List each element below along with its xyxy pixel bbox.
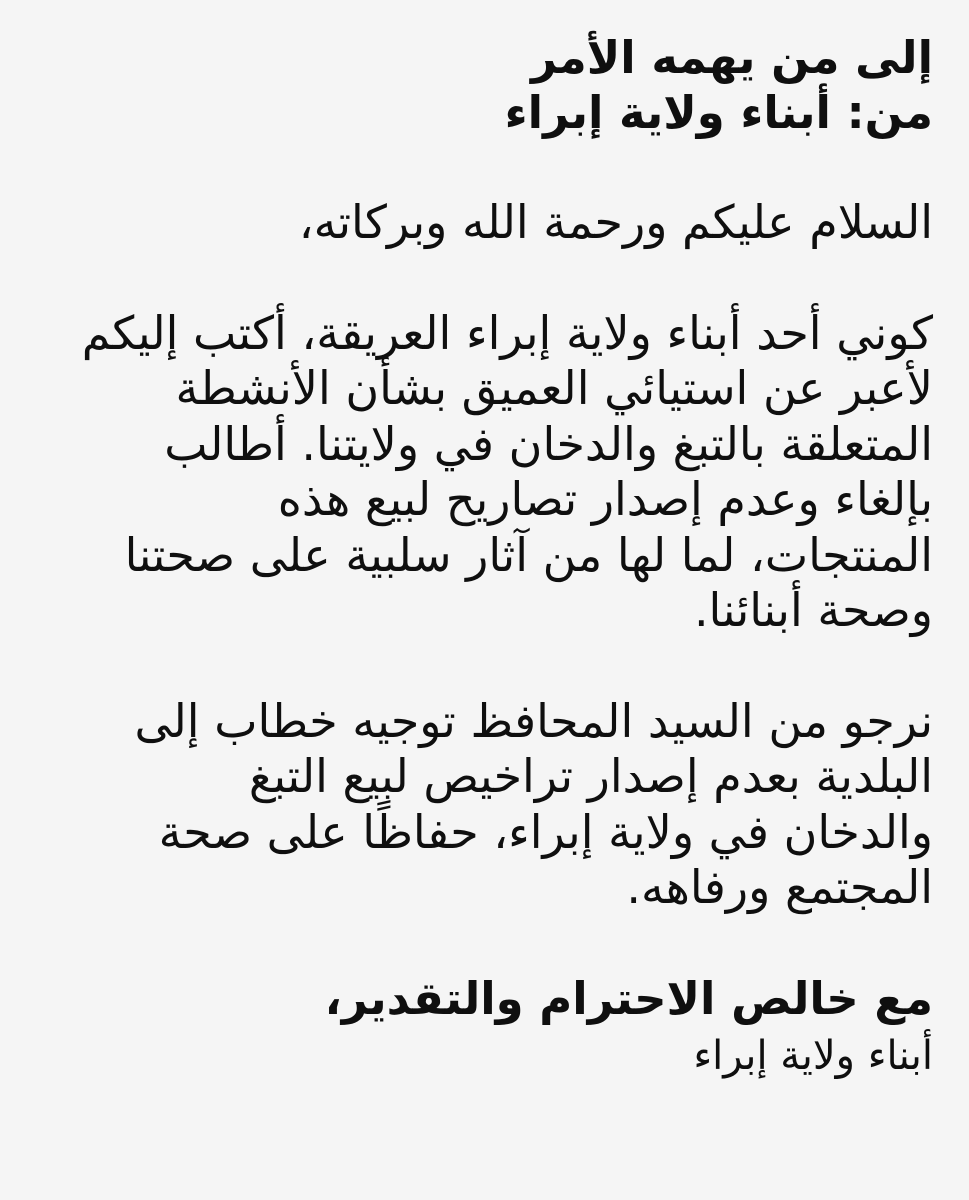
paragraph-line: المنتجات، لما لها من آثار سلبية على صحتنا xyxy=(124,527,933,582)
paragraph-line: المتعلقة بالتبغ والدخان في ولايتنا. أطالب xyxy=(164,416,933,471)
paragraph-request xyxy=(30,694,933,916)
spacer xyxy=(30,639,933,694)
spacer xyxy=(30,140,933,195)
recipient-line: إلى من يهمه الأمر xyxy=(530,31,933,84)
paragraph-line: وصحة أبنائنا. xyxy=(693,583,933,637)
closing-line: مع خالص الاحترام والتقدير، xyxy=(324,971,933,1025)
paragraph-line: كوني أحد أبناء ولاية إبراء العريقة، أكتب إليكم xyxy=(81,305,933,360)
paragraph-complaint xyxy=(30,306,933,639)
spacer xyxy=(30,916,933,971)
paragraph-line: نرجو من السيد المحافظ توجيه خطاب إلى xyxy=(134,693,933,748)
spacer xyxy=(30,251,933,306)
greeting: السلام عليكم ورحمة الله وبركاته، xyxy=(298,195,933,249)
paragraph-line: لأعبر عن استيائي العميق بشأن الأنشطة xyxy=(175,361,933,415)
sender-line: من: أبناء ولاية إبراء xyxy=(504,86,933,139)
signature-line: أبناء ولاية إبراء xyxy=(693,1032,933,1079)
paragraph-line: البلدية بعدم إصدار تراخيص لبيع التبغ xyxy=(248,749,933,803)
paragraph-line: المجتمع ورفاهه. xyxy=(626,860,933,914)
paragraph-line: والدخان في ولاية إبراء، حفاظًا على صحة xyxy=(158,804,933,859)
paragraph-line: بإلغاء وعدم إصدار تصاريح لبيع هذه xyxy=(277,472,933,526)
